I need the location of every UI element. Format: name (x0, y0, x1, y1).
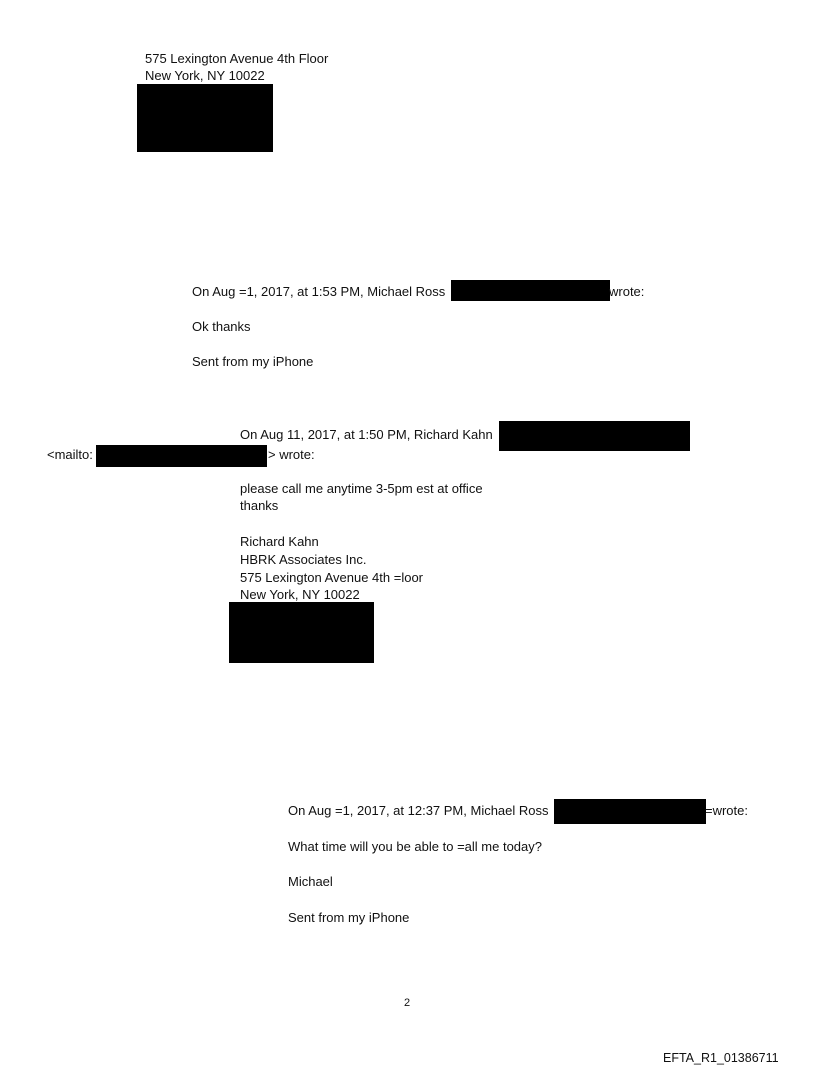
email-signature: Sent from my iPhone (192, 354, 314, 369)
email-sender-name: Michael (288, 874, 333, 889)
email-signature: Sent from my iPhone (288, 910, 410, 925)
redaction-box (96, 445, 267, 467)
redaction-box (229, 602, 374, 663)
email-header-kahn: On Aug 11, 2017, at 1:50 PM, Richard Kahn (240, 427, 493, 442)
redaction-box (451, 280, 610, 301)
email-body: What time will you be able to =all me today? (288, 839, 542, 854)
bates-number: EFTA_R1_01386711 (663, 1051, 779, 1065)
email-header-wrote: =wrote: (705, 803, 748, 818)
email-header-wrote: wrote: (609, 284, 645, 299)
email-header-wrote: > wrote: (268, 447, 315, 462)
email-header-ross-2: On Aug =1, 2017, at 12:37 PM, Michael Ross (288, 803, 549, 818)
email-body-line: please call me anytime 3-5pm est at office (240, 481, 483, 496)
redaction-box (137, 84, 273, 152)
signature-address-2: New York, NY 10022 (240, 587, 360, 602)
email-body: Ok thanks (192, 319, 251, 334)
address-line-1: 575 Lexington Avenue 4th Floor (145, 51, 329, 66)
email-header-ross-1: On Aug =1, 2017, at 1:53 PM, Michael Ross (192, 284, 446, 299)
email-body-line: thanks (240, 498, 279, 513)
mailto-label: <mailto: (47, 447, 93, 462)
page-number: 2 (404, 997, 411, 1009)
signature-company: HBRK Associates Inc. (240, 552, 367, 567)
signature-address-1: 575 Lexington Avenue 4th =loor (240, 570, 423, 585)
redaction-box (554, 799, 706, 824)
signature-name: Richard Kahn (240, 534, 319, 549)
address-line-2: New York, NY 10022 (145, 68, 265, 83)
redaction-box (499, 421, 690, 451)
